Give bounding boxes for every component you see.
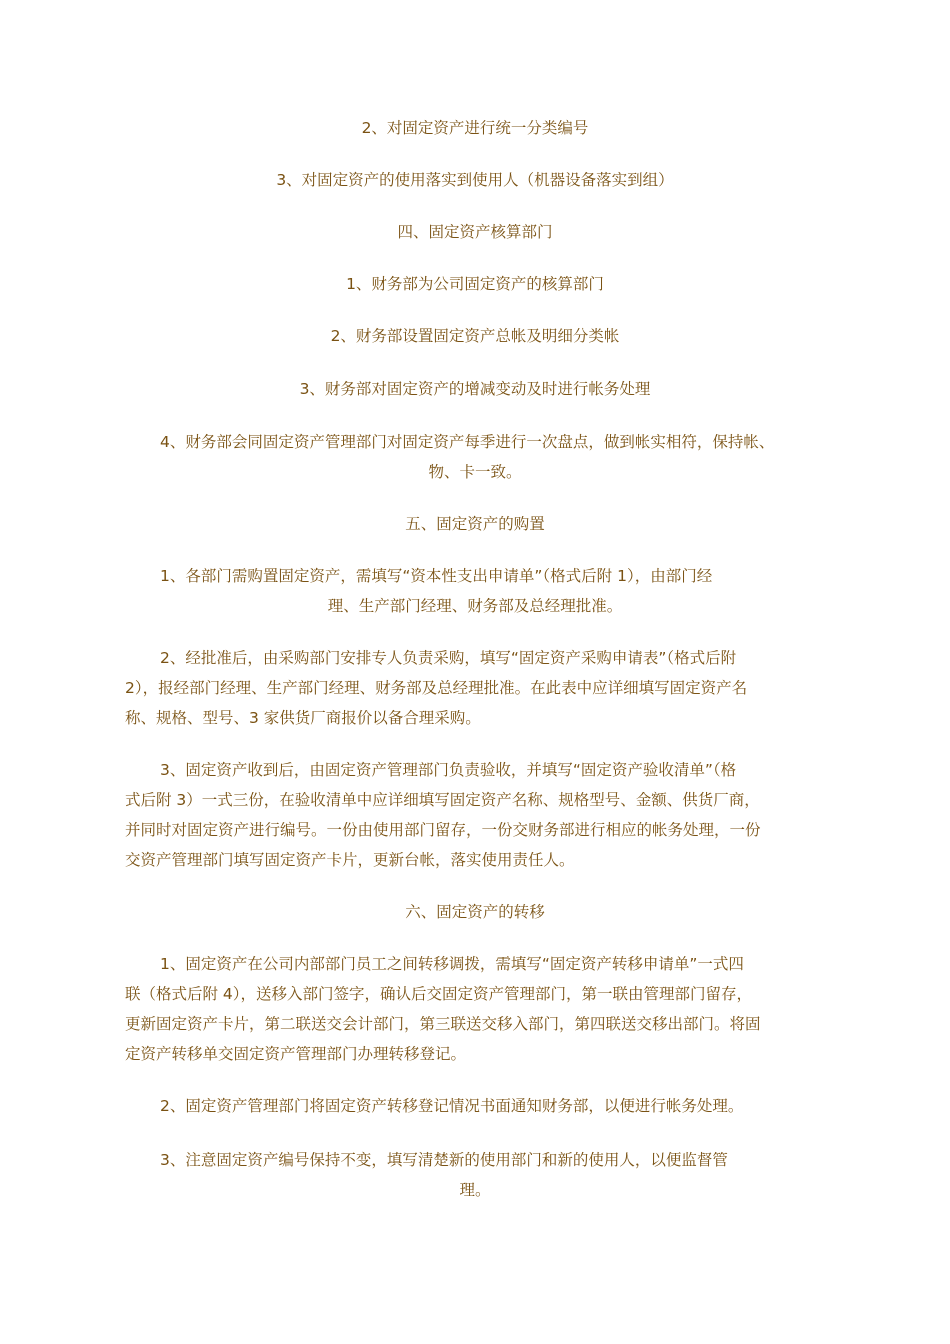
section-6-heading: 六、固定资产的转移 bbox=[405, 903, 545, 921]
section-5-item-2-line-2: 2），报经部门经理、生产部门经理、财务部及总经理批准。在此表中应详细填写固定资产名 bbox=[125, 679, 748, 697]
section-5-item-3-line-1: 3、固定资产收到后，由固定资产管理部门负责验收，并填写“固定资产验收清单”（格 bbox=[160, 761, 737, 779]
section-4-item-4-line-1: 4、财务部会同固定资产管理部门对固定资产每季进行一次盘点，做到帐实相符，保持帐、 bbox=[160, 433, 775, 451]
section-6-item-2: 2、固定资产管理部门将固定资产转移登记情况书面通知财务部，以便进行帐务处理。 bbox=[160, 1097, 744, 1115]
section-6-item-1-line-4: 定资产转移单交固定资产管理部门办理转移登记。 bbox=[125, 1045, 467, 1063]
section-4-item-1: 1、财务部为公司固定资产的核算部门 bbox=[346, 275, 604, 293]
section-6-item-1-line-2: 联（格式后附 4），送移入部门签字，确认后交固定资产管理部门，第一联由管理部门留存， bbox=[125, 985, 753, 1003]
section-5-item-2-line-3: 称、规格、型号、3 家供货厂商报价以备合理采购。 bbox=[125, 709, 481, 727]
section-5-item-1-line-1: 1、各部门需购置固定资产，需填写“资本性支出申请单”（格式后附 1），由部门经 bbox=[160, 567, 713, 585]
section-6-item-1-line-3: 更新固定资产卡片，第二联送交会计部门，第三联送交移入部门，第四联送交移出部门。将固 bbox=[125, 1015, 761, 1033]
section-4-item-4-line-2: 物、卡一致。 bbox=[428, 463, 522, 481]
item-3-assign-user: 3、对固定资产的使用落实到使用人（机器设备落实到组） bbox=[276, 171, 674, 189]
section-5-item-1-line-2: 理、生产部门经理、财务部及总经理批准。 bbox=[327, 597, 623, 615]
section-5-heading: 五、固定资产的购置 bbox=[405, 515, 545, 533]
section-5-item-2-line-1: 2、经批准后，由采购部门安排专人负责采购，填写“固定资产采购申请表”（格式后附 bbox=[160, 649, 737, 667]
section-5-item-3-line-3: 并同时对固定资产进行编号。一份由使用部门留存，一份交财务部进行相应的帐务处理，一份 bbox=[125, 821, 761, 839]
section-4-item-2: 2、财务部设置固定资产总帐及明细分类帐 bbox=[330, 327, 620, 345]
section-6-item-3-line-2: 理。 bbox=[459, 1181, 491, 1199]
section-5-item-3-line-4: 交资产管理部门填写固定资产卡片，更新台帐，落实使用责任人。 bbox=[125, 851, 575, 869]
section-6-item-1-line-1: 1、固定资产在公司内部部门员工之间转移调拨，需填写“固定资产转移申请单”一式四 bbox=[160, 955, 744, 973]
section-4-item-3: 3、财务部对固定资产的增减变动及时进行帐务处理 bbox=[299, 380, 651, 398]
section-4-heading: 四、固定资产核算部门 bbox=[397, 223, 553, 241]
section-5-item-3-line-2: 式后附 3）一式三份，在验收清单中应详细填写固定资产名称、规格型号、金额、供货厂商， bbox=[125, 791, 760, 809]
section-6-item-3-line-1: 3、注意固定资产编号保持不变，填写清楚新的使用部门和新的使用人，以便监督管 bbox=[160, 1151, 728, 1169]
item-2-asset-numbering: 2、对固定资产进行统一分类编号 bbox=[361, 119, 589, 137]
